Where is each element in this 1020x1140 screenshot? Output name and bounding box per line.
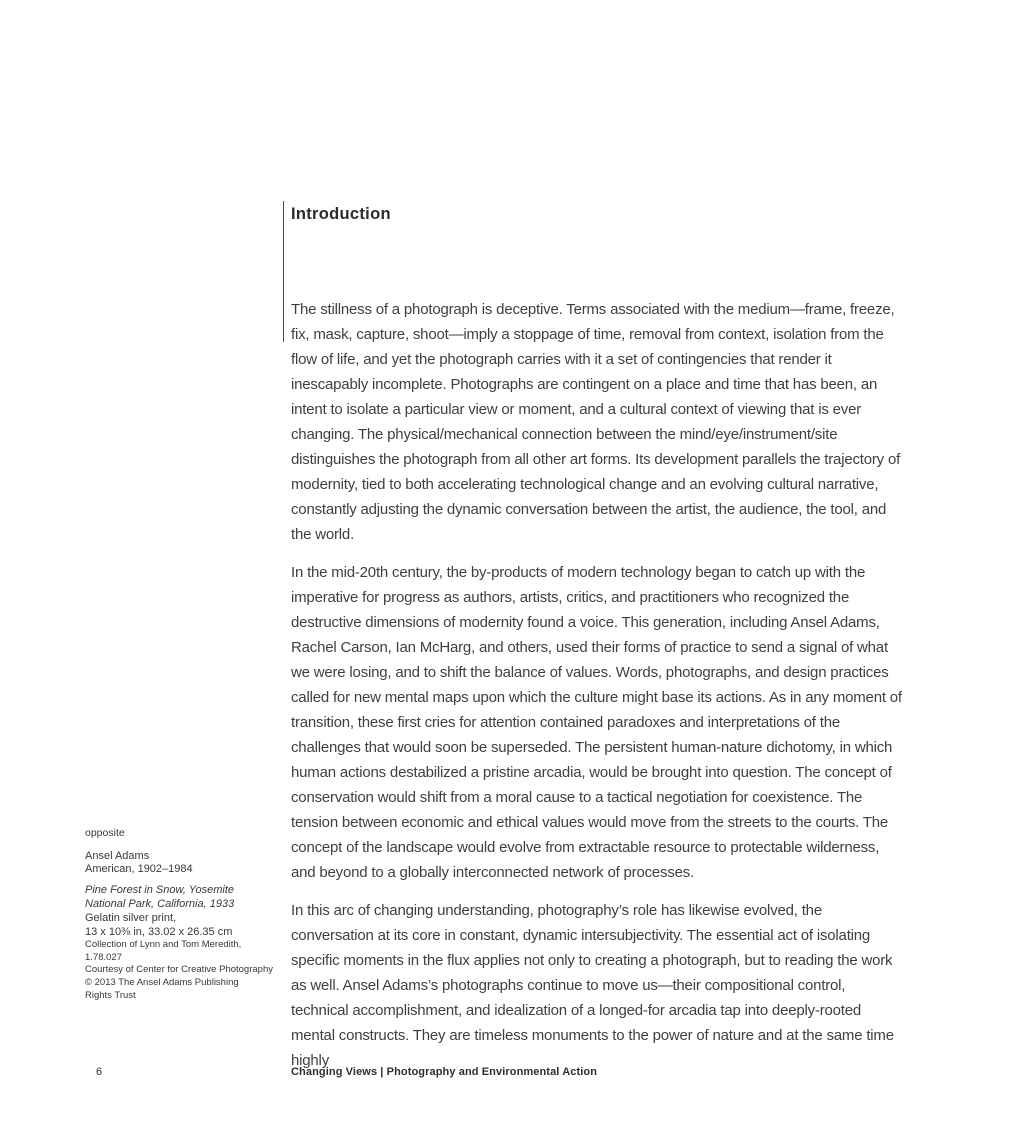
paragraph-2: In the mid-20th century, the by-products of modern technology began to catch up with the imperative for progress as authors, artists, critics, and practitioners who recognized the destructive dimensions of modernity found a voice. This generation, including Ansel Adams, Rachel Carson, Ian McHarg, and others, used their forms of practice to send a signal of what we were losing, and to shift the balance of values. Words, photographs, and design practices called for new mental maps upon which the culture might base its actions. As in any moment of transition, these first cries for attention contained paradoxes and interpretations of the challenges that would soon be superseded. The persistent human-nature dichotomy, in which human actions destabilized a pristine arcadia, would be brought into question. The concept of conservation would shift from a moral cause to a tactical negotiation for coexistence. The tension between economic and ethical values would move from the streets to the courts. The concept of the landscape would evolve from extractable resource to protectable wilderness, and beyond to a globally interconnected network of processes. [291,564,902,881]
caption-artist-name: Ansel Adams [85,850,150,862]
artwork-caption [85,827,290,1003]
caption-credit-line: 1.78.027 [85,951,122,963]
caption-medium: Gelatin silver print, [85,912,177,924]
caption-artist-dates: American, 1902–1984 [85,863,193,875]
caption-work-title-line-1: Pine Forest in Snow, Yosemite [85,884,234,896]
caption-position-label: opposite [85,827,125,839]
caption-dimensions: 13 x 10⅜ in, 33.02 x 26.35 cm [85,926,233,938]
paragraph-1: The stillness of a photograph is deceptive. Terms associated with the medium—frame, freeze, fix, mask, capture, shoot—imply a stoppage of time, removal from context, isolation from the flow of life, and yet the photograph carries with it a set of contingencies that render it inescapably incomplete. Photographs are contingent on a place and time that has been, an intent to isolate a particular view or moment, and a cultural context of viewing that is ever changing. The physical/mechanical connection between the mind/eye/instrument/site distinguishes the photograph from all other art forms. Its development parallels the trajectory of modernity, tied to both accelerating technological change and an evolving cultural narrative, constantly adjusting the dynamic conversation between the artist, the audience, the tool, and the world. [291,301,901,543]
caption-work-title-line-2: National Park, California, 1933 [85,898,235,910]
caption-artist-block [85,850,290,876]
caption-credit-block [85,939,290,1003]
main-text-column [291,203,905,1086]
caption-credit-line: Courtesy of Center for Creative Photography [85,964,273,976]
running-footer-title: Changing Views | Photography and Environmental Action [291,1066,598,1078]
caption-credit-line: © 2013 The Ansel Adams Publishing [85,977,239,989]
page-number: 6 [96,1066,103,1078]
page-title: Introduction [291,205,391,223]
caption-credit-line: Collection of Lynn and Tom Meredith, [85,939,242,950]
caption-work-block [85,883,290,939]
heading-vertical-rule [283,201,284,342]
paragraph-3: In this arc of changing understanding, photography’s role has likewise evolved, the conversation at its core in constant, dynamic intersubjectivity. The essential act of isolating specific moments in the flux applies not only to creating a photograph, but to reading the work as well. Ansel Adams’s photographs continue to move us—their compositional control, technical accomplishment, and idealization of a longed-for arcadia tap into deeply-rooted mental constructs. They are timeless monuments to the power of nature and at the same time highly [291,902,894,1069]
body-text [291,297,905,1073]
caption-credit-line: Rights Trust [85,989,136,1001]
